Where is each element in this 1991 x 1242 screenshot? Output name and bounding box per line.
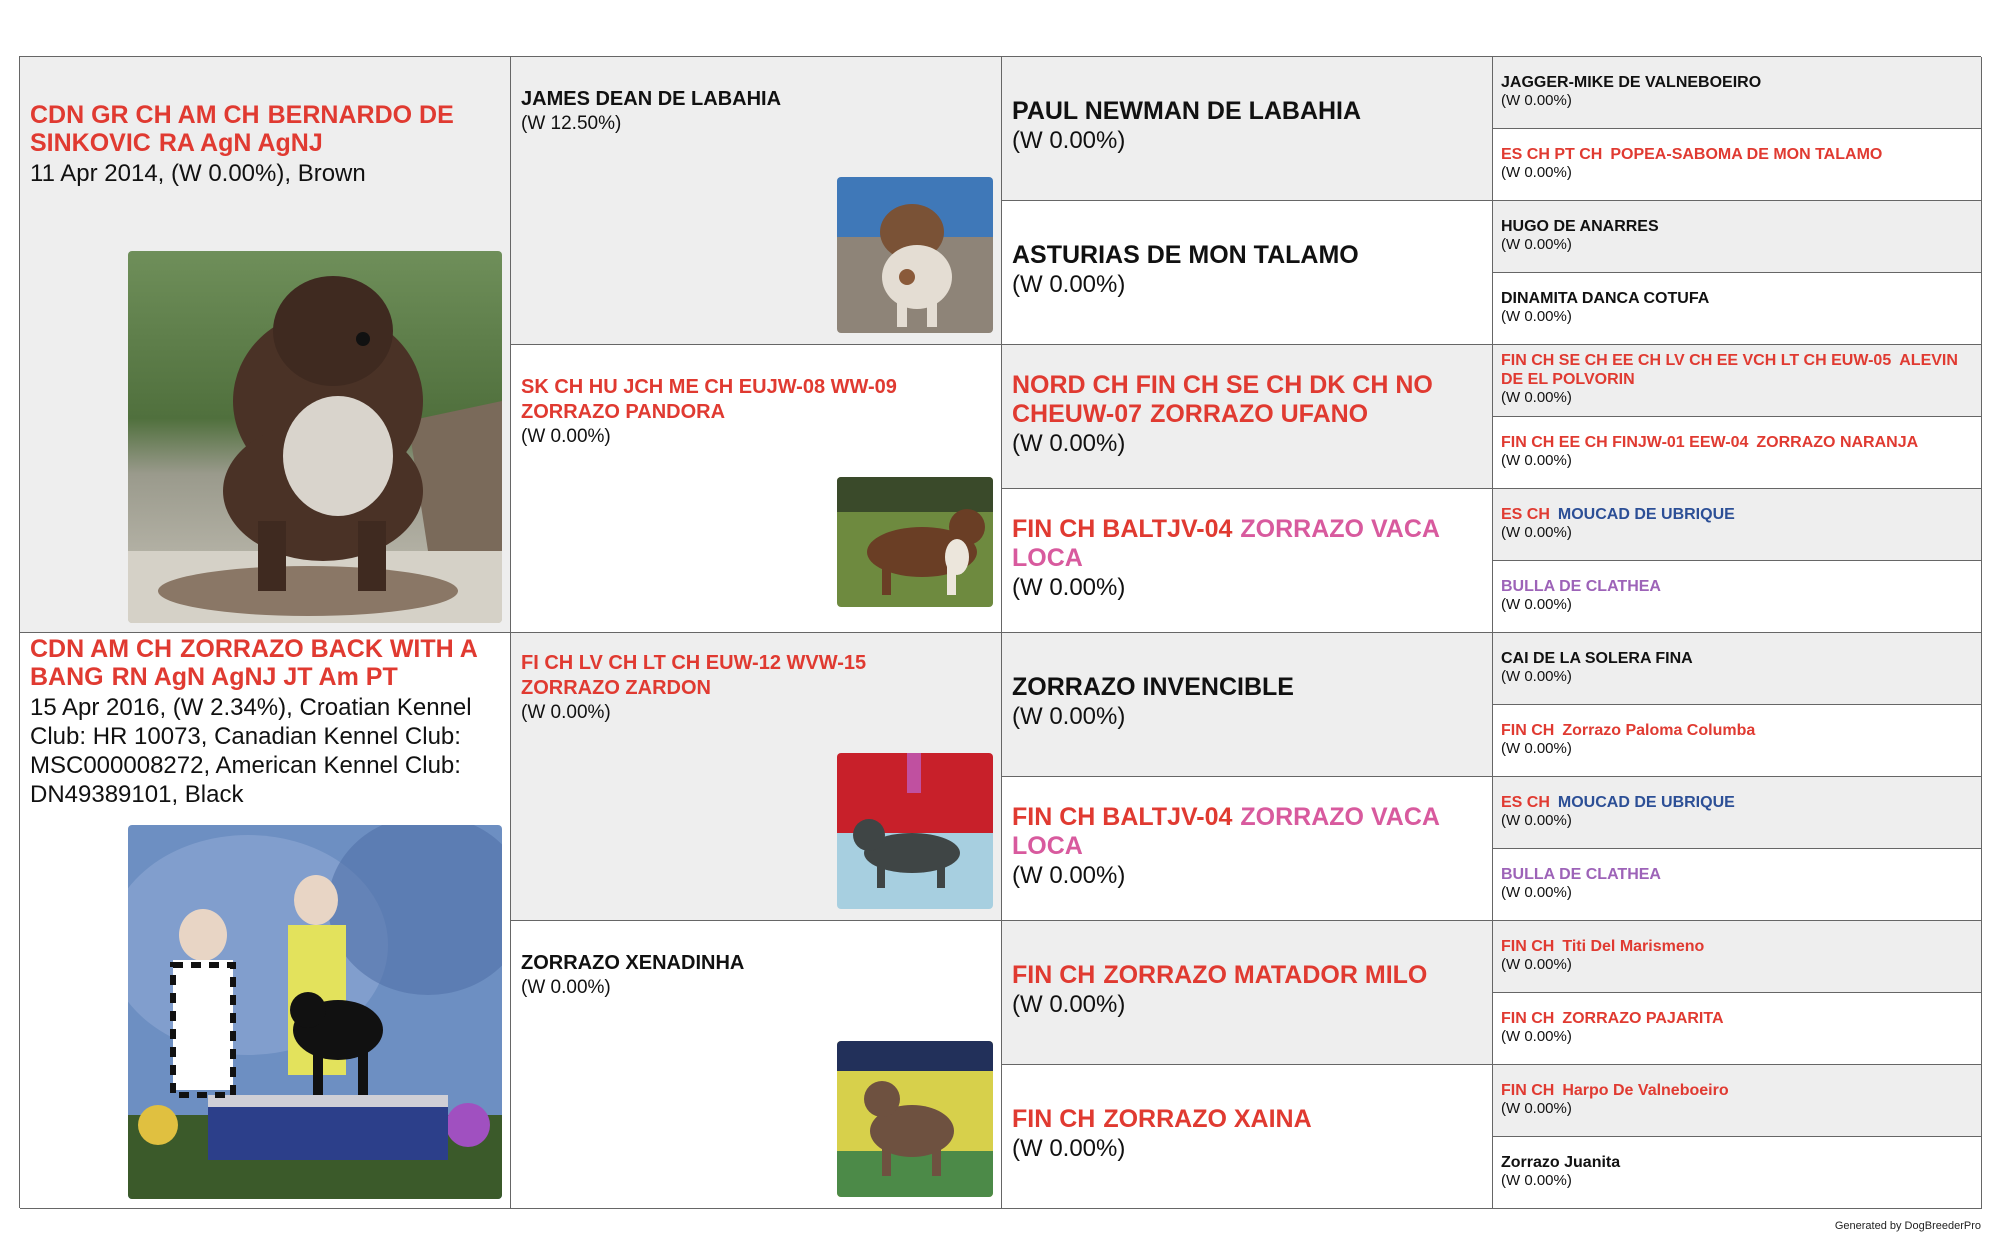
dog-name: FIN CH BALTJV-04 ZORRAZO VACA LOCA — [1012, 515, 1440, 572]
dog-info: (W 0.00%) — [521, 977, 611, 998]
gen4-cell-2[interactable] — [1493, 129, 1982, 201]
dog-info: (W 0.00%) — [1501, 668, 1572, 685]
dog-name: FI CH LV CH LT CH EUW-12 WVW-15 ZORRAZO ZARDON — [521, 652, 867, 699]
dog-name: CAI DE LA SOLERA FINA — [1501, 650, 1693, 667]
dog-info: (W 0.00%) — [1501, 389, 1572, 406]
dog-info: (W 0.00%) — [1012, 430, 1126, 457]
dog-info: (W 0.00%) — [1501, 596, 1572, 613]
dog-info: (W 0.00%) — [1501, 308, 1572, 325]
gen4-cell-13[interactable] — [1493, 921, 1982, 993]
dog-info: (W 0.00%) — [1012, 574, 1126, 601]
gen4-cell-7[interactable] — [1493, 489, 1982, 561]
dog-info: (W 0.00%) — [1501, 884, 1572, 901]
dog-name: ASTURIAS DE MON TALAMO — [1012, 241, 1359, 269]
sire-cell[interactable] — [20, 57, 511, 633]
dog-info: (W 0.00%) — [1501, 812, 1572, 829]
gen4-cell-5[interactable] — [1493, 345, 1982, 417]
dog-info: (W 0.00%) — [1012, 127, 1126, 154]
dog-name: SK CH HU JCH ME CH EUJW-08 WW-09 ZORRAZO PANDORA — [521, 376, 897, 423]
gen4-cell-10[interactable] — [1493, 705, 1982, 777]
gen3-cell-8[interactable] — [1002, 1065, 1493, 1209]
dog-info: (W 0.00%) — [1501, 236, 1572, 253]
dog-photo — [128, 825, 502, 1199]
gen4-cell-15[interactable] — [1493, 1065, 1982, 1137]
dog-name: FIN CH Harpo De Valneboeiro — [1501, 1082, 1729, 1099]
dog-info: (W 12.50%) — [521, 113, 622, 134]
gen4-cell-9[interactable] — [1493, 633, 1982, 705]
dog-info: (W 0.00%) — [1012, 991, 1126, 1018]
dog-name: HUGO DE ANARRES — [1501, 218, 1659, 235]
dog-photo — [128, 251, 502, 623]
gen4-cell-4[interactable] — [1493, 273, 1982, 345]
dog-name: FIN CH EE CH FINJW-01 EEW-04 ZORRAZO NARANJA — [1501, 434, 1919, 451]
dog-info: (W 0.00%) — [1501, 1100, 1572, 1117]
gen3-cell-5[interactable] — [1002, 633, 1493, 777]
dog-info: (W 0.00%) — [1501, 1172, 1572, 1189]
dog-name: JAGGER-MIKE DE VALNEBOEIRO — [1501, 74, 1762, 91]
dog-info: (W 0.00%) — [1501, 452, 1572, 469]
dog-name: FIN CH BALTJV-04 ZORRAZO VACA LOCA — [1012, 803, 1440, 860]
gen3-cell-4[interactable] — [1002, 489, 1493, 633]
footer-credit: Generated by DogBreederPro — [1834, 1220, 1981, 1232]
dog-photo — [837, 477, 993, 607]
sire-dam-cell[interactable] — [511, 345, 1002, 633]
dog-info: (W 0.00%) — [1501, 956, 1572, 973]
dog-name: BULLA DE CLATHEA — [1501, 866, 1661, 883]
dog-name: CDN AM CH ZORRAZO BACK WITH A BANG RN AgN AgNJ JT Am PT — [30, 635, 477, 691]
gen4-cell-1[interactable] — [1493, 57, 1982, 129]
dog-info: (W 0.00%) — [1012, 271, 1126, 298]
dog-info: 15 Apr 2016, (W 2.34%), Croatian Kennel Club: HR 10073, Canadian Kennel Club: MSC000008272, American Kennel Club: DN49389101, Black — [30, 694, 472, 808]
gen4-cell-6[interactable] — [1493, 417, 1982, 489]
dog-name: ES CH MOUCAD DE UBRIQUE — [1501, 794, 1735, 811]
dog-info: (W 0.00%) — [1012, 1135, 1126, 1162]
dog-name: FIN CH ZORRAZO PAJARITA — [1501, 1010, 1724, 1027]
dog-info: (W 0.00%) — [1501, 1028, 1572, 1045]
gen3-cell-6[interactable] — [1002, 777, 1493, 921]
gen4-cell-14[interactable] — [1493, 993, 1982, 1065]
dog-info: (W 0.00%) — [521, 426, 611, 447]
dam-sire-cell[interactable] — [511, 633, 1002, 921]
dog-name: Zorrazo Juanita — [1501, 1154, 1621, 1171]
dog-name: FIN CH ZORRAZO MATADOR MILO — [1012, 961, 1428, 989]
dog-name: FIN CH ZORRAZO XAINA — [1012, 1105, 1312, 1133]
dog-name: ZORRAZO INVENCIBLE — [1012, 673, 1294, 701]
gen4-cell-12[interactable] — [1493, 849, 1982, 921]
dog-name: NORD CH FIN CH SE CH DK CH NO CHEUW-07 ZORRAZO UFANO — [1012, 371, 1433, 428]
gen3-cell-1[interactable] — [1002, 57, 1493, 201]
dog-info: (W 0.00%) — [1012, 703, 1126, 730]
dog-info: (W 0.00%) — [1501, 164, 1572, 181]
dog-photo — [837, 753, 993, 909]
pedigree-chart — [19, 56, 1981, 1208]
gen4-cell-3[interactable] — [1493, 201, 1982, 273]
dam-dam-cell[interactable] — [511, 921, 1002, 1209]
dog-name: ES CH PT CH POPEA-SABOMA DE MON TALAMO — [1501, 146, 1883, 163]
dog-info: (W 0.00%) — [1501, 740, 1572, 757]
gen3-cell-3[interactable] — [1002, 345, 1493, 489]
dog-info: (W 0.00%) — [1501, 92, 1572, 109]
dog-photo — [837, 177, 993, 333]
dog-name: FIN CH Titi Del Marismeno — [1501, 938, 1705, 955]
dog-info: (W 0.00%) — [1501, 524, 1572, 541]
dog-name: FIN CH SE CH EE CH LV CH EE VCH LT CH EUW-05 ALEVIN DE EL POLVORIN — [1501, 352, 1958, 388]
dog-info: 11 Apr 2014, (W 0.00%), Brown — [30, 160, 366, 187]
dog-name: ZORRAZO XENADINHA — [521, 952, 745, 974]
dog-info: (W 0.00%) — [1012, 862, 1126, 889]
dog-name: ES CH MOUCAD DE UBRIQUE — [1501, 506, 1735, 523]
gen3-cell-7[interactable] — [1002, 921, 1493, 1065]
dog-info: (W 0.00%) — [521, 702, 611, 723]
dog-name: PAUL NEWMAN DE LABAHIA — [1012, 97, 1362, 125]
gen4-cell-8[interactable] — [1493, 561, 1982, 633]
gen3-cell-2[interactable] — [1002, 201, 1493, 345]
dog-name: JAMES DEAN DE LABAHIA — [521, 88, 782, 110]
gen4-cell-16[interactable] — [1493, 1137, 1982, 1209]
sire-sire-cell[interactable] — [511, 57, 1002, 345]
gen4-cell-11[interactable] — [1493, 777, 1982, 849]
dog-name: DINAMITA DANCA COTUFA — [1501, 290, 1710, 307]
dam-cell[interactable] — [20, 633, 511, 1209]
dog-name: FIN CH Zorrazo Paloma Columba — [1501, 722, 1756, 739]
dog-name: CDN GR CH AM CH BERNARDO DE SINKOVIC RA AgN AgNJ — [30, 101, 454, 157]
dog-photo — [837, 1041, 993, 1197]
dog-name: BULLA DE CLATHEA — [1501, 578, 1661, 595]
